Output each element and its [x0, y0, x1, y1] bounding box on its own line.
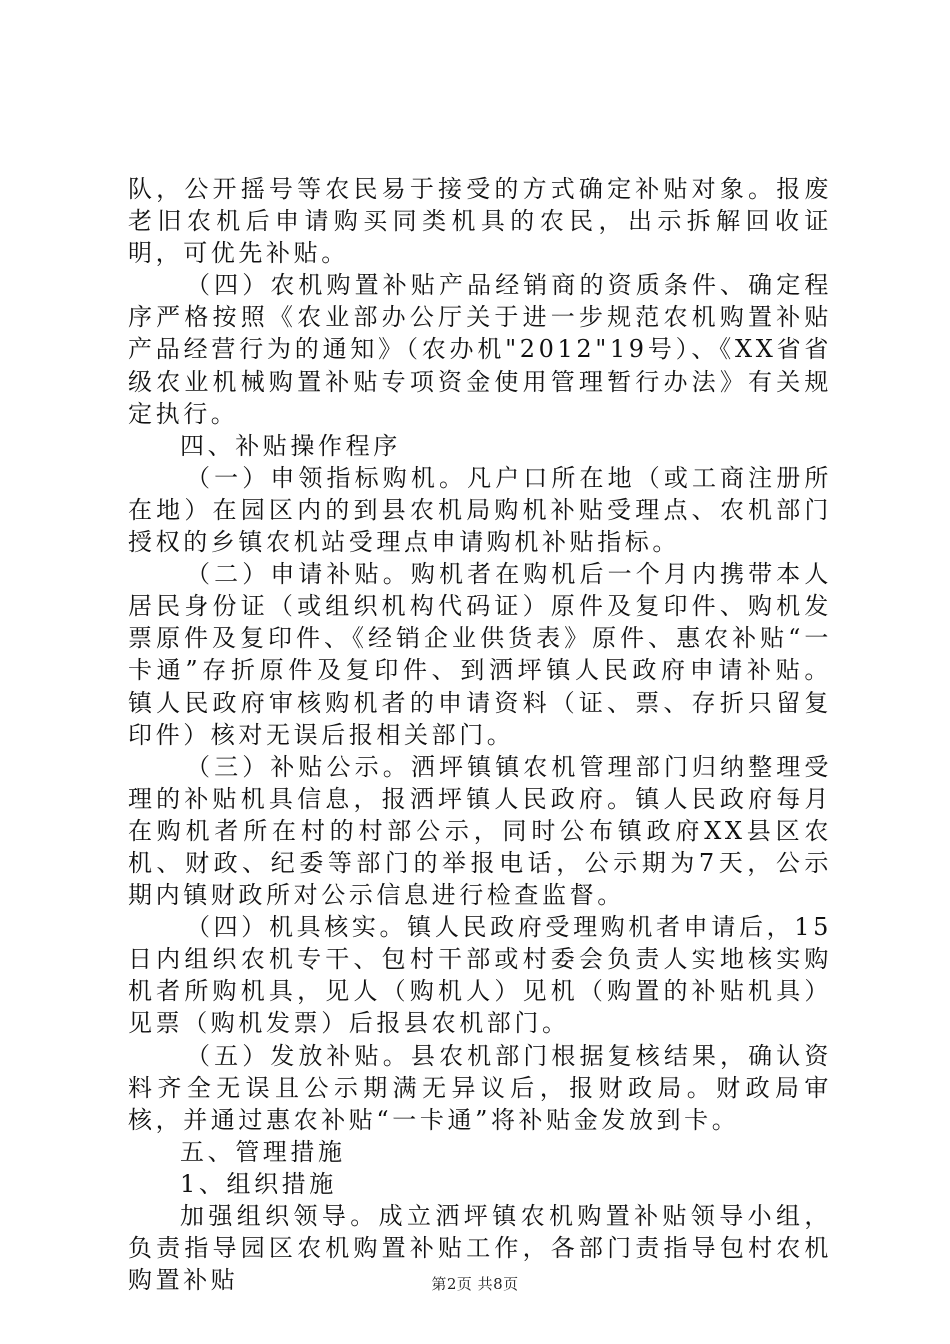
paragraph-step-4: （四）机具核实。镇人民政府受理购机者申请后，15日内组织农机专干、包村干部或村委会负责人实地核实购机者所购机具，见人（购机人）见机（购置的补贴机具）见票（购机发票）后报县农机部门。: [128, 913, 832, 1038]
section-heading-procedure: 四、补贴操作程序: [180, 431, 401, 460]
paragraph-step-5: （五）发放补贴。县农机部门根据复核结果，确认资料齐全无误且公示期满无异议后，报财政局。财政局审核，并通过惠农补贴“一卡通”将补贴金发放到卡。: [128, 1041, 832, 1134]
document-body: [128, 173, 832, 1296]
paragraph-continuation: 队，公开摇号等农民易于接受的方式确定补贴对象。报废老旧农机后申请购买同类机具的农民，出示拆解回收证明，可优先补贴。: [128, 175, 832, 268]
paragraph-step-2: （二）申请补贴。购机者在购机后一个月内携带本人居民身份证（或组织机构代码证）原件及复印件、购机发票原件及复印件、《经销企业供货表》原件、惠农补贴“一卡通”存折原件及复印件、到洒坪镇人民政府申请补贴。镇人民政府审核购机者的申请资料（证、票、存折只留复印件）核对无误后报相关部门。: [128, 560, 832, 749]
paragraph-leadership: 加强组织领导。成立洒坪镇农机购置补贴领导小组，负责指导园区农机购置补贴工作，各部门责指导包村农机购置补贴: [128, 1202, 832, 1295]
section-heading-management: 五、管理措施: [180, 1137, 346, 1166]
paragraph-step-1: （一）申领指标购机。凡户口所在地（或工商注册所在地）在园区内的到县农机局购机补贴受理点、农机部门授权的乡镇农机站受理点申请购机补贴指标。: [128, 463, 832, 557]
paragraph-step-3: （三）补贴公示。洒坪镇镇农机管理部门归纳整理受理的补贴机具信息，报洒坪镇人民政府。镇人民政府每月在购机者所在村的村部公示，同时公布镇政府XX县区农机、财政、纪委等部门的举报电话，公示期为7天，公示期内镇财政所对公示信息进行检查监督。: [128, 752, 832, 910]
paragraph-dealer-qualification: （四）农机购置补贴产品经销商的资质条件、确定程序严格按照《农业部办公厅关于进一步规范农机购置补贴产品经营行为的通知》（农办机"2012"19号）、《XX省省级农业机械购置补贴专项资金使用管理暂行办法》有关规定执行。: [128, 271, 832, 428]
page-footer: 第2页 共8页: [431, 1275, 519, 1293]
subheading-organization: 1、组织措施: [180, 1169, 337, 1198]
